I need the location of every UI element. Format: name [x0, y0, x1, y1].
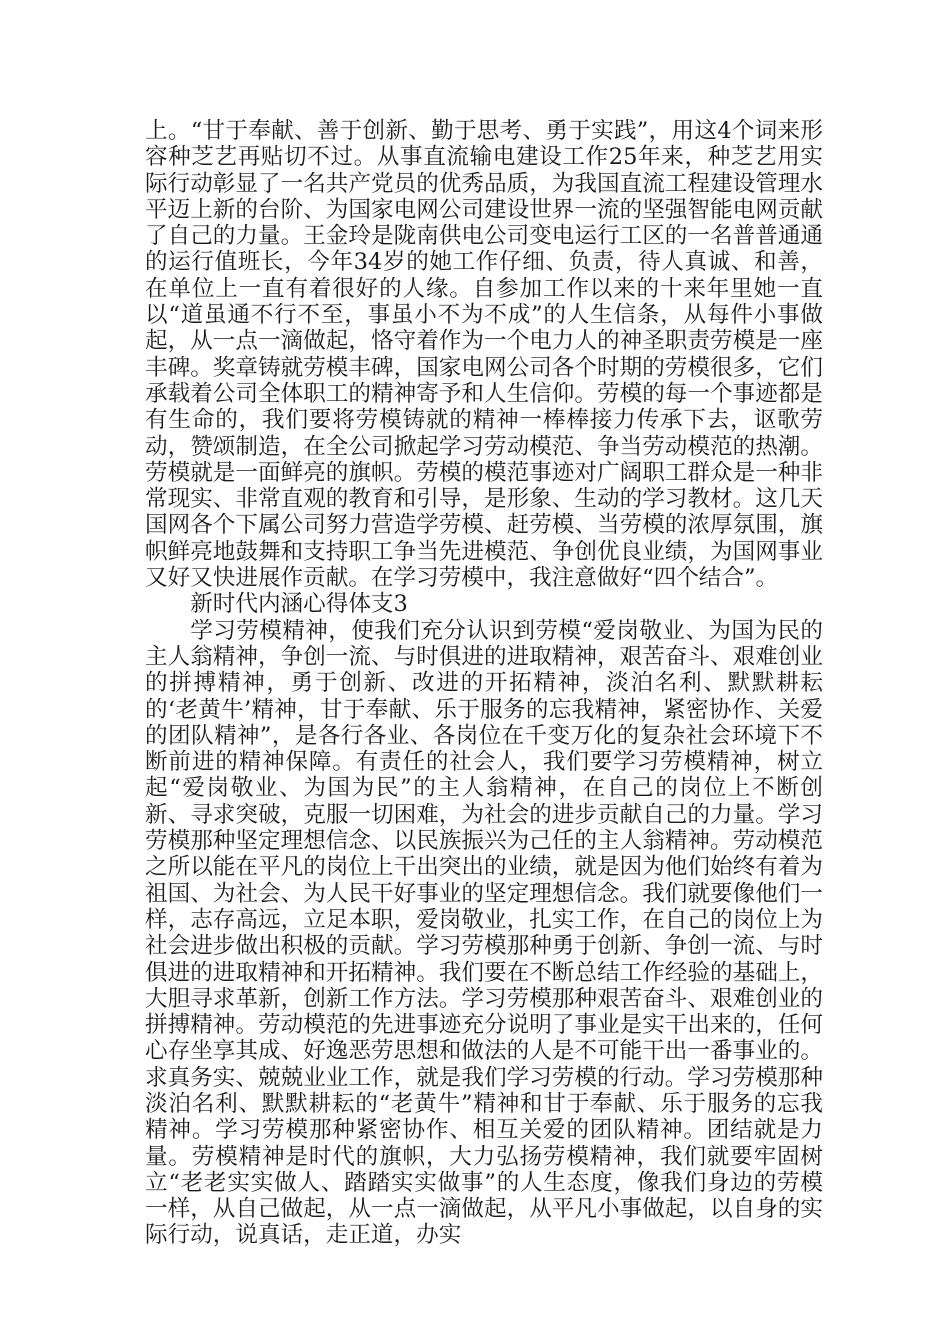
body-paragraph-1: 上。“甘于奉献、善于创新、勤于思考、勇于实践”，用这4个词来形容种芝艺再贴切不过。从事直流输电建设工作25年来，种芝艺用实际行动彰显了一名共产党员的优秀品质，为我国直流工程建设管理水平迈上新的台阶、为国家电网公司建设世界一流的坚强智能电网贡献了自己的力量。王金玲是陇南供电公司变电运行工区的一名普普通通的运行值班长，今年34岁的她工作仔细、负责，待人真诚、和善，在单位上一直有着很好的人缘。自参加工作以来的十来年里她一直以“道虽通不行不至，事虽小不为不成”的人生信条，从每件小事做起，从一点一滴做起，恪守着作为一个电力人的神圣职责劳模是一座丰碑。奖章铸就劳模丰碑，国家电网公司各个时期的劳模很多，它们承载着公司全体职工的精神寄予和人生信仰。劳模的每一个事迹都是有生命的，我们要将劳模铸就的精神一棒棒接力传承下去，讴歌劳动，赞颂制造，在全公司掀起学习劳动模范、争当劳动模范的热潮。劳模就是一面鲜亮的旗帜。劳模的模范事迹对广阔职工群众是一种非常现实、非常直观的教育和引导，是形象、生动的学习教材。这几天国网各个下属公司努力营造学劳模、赶劳模、当劳模的浓厚氛围，旗帜鲜亮地鼓舞和支持职工争当先进模范、争创优良业绩，为国网事业又好又快进展作贡献。在学习劳模中，我注意做好“四个结合”。: [145, 118, 823, 592]
section-heading: 新时代内涵心得体支3: [190, 591, 408, 618]
document-page: [145, 118, 823, 1249]
body-paragraph-2: 学习劳模精神，使我们充分认识到劳模“爱岗敬业、为国为民的主人翁精神，争创一流、与时俱进的进取精神，艰苦奋斗、艰难创业的拼搏精神，勇于创新、改进的开拓精神，淡泊名利、默默耕耘的‘老黄牛’精神，甘于奉献、乐于服务的忘我精神，紧密协作、关爱的团队精神”，是各行各业、各岗位在千变万化的复杂社会环境下不断前进的精神保障。有责任的社会人，我们要学习劳模精神，树立起“爱岗敬业、为国为民”的主人翁精神，在自己的岗位上不断创新、寻求突破，克服一切困难，为社会的进步贡献自己的力量。学习劳模那种坚定理想信念、以民族振兴为己任的主人翁精神。劳动模范之所以能在平凡的岗位上干出突出的业绩，就是因为他们始终有着为祖国、为社会、为人民干好事业的坚定理想信念。我们就要像他们一样，志存高远，立足本职，爱岗敬业，扎实工作，在自己的岗位上为社会进步做出积极的贡献。学习劳模那种勇于创新、争创一流、与时俱进的进取精神和开拓精神。我们要在不断总结工作经验的基础上，大胆寻求革新，创新工作方法。学习劳模那种艰苦奋斗、艰难创业的拼搏精神。劳动模范的先进事迹充分说明了事业是实干出来的，任何心存坐享其成、好逸恶劳思想和做法的人是不可能干出一番事业的。求真务实、兢兢业业工作，就是我们学习劳模的行动。学习劳模那种淡泊名利、默默耕耘的“老黄牛”精神和甘于奉献、乐于服务的忘我精神。学习劳模那种紧密协作、相互关爱的团队精神。团结就是力量。劳模精神是时代的旗帜，大力弘扬劳模精神，我们就要牢固树立“老老实实做人、踏踏实实做事”的人生态度，像我们身边的劳模一样，从自己做起，从一点一滴做起，从平凡小事做起，以自身的实际行动，说真话，走正道，办实: [145, 617, 823, 1249]
